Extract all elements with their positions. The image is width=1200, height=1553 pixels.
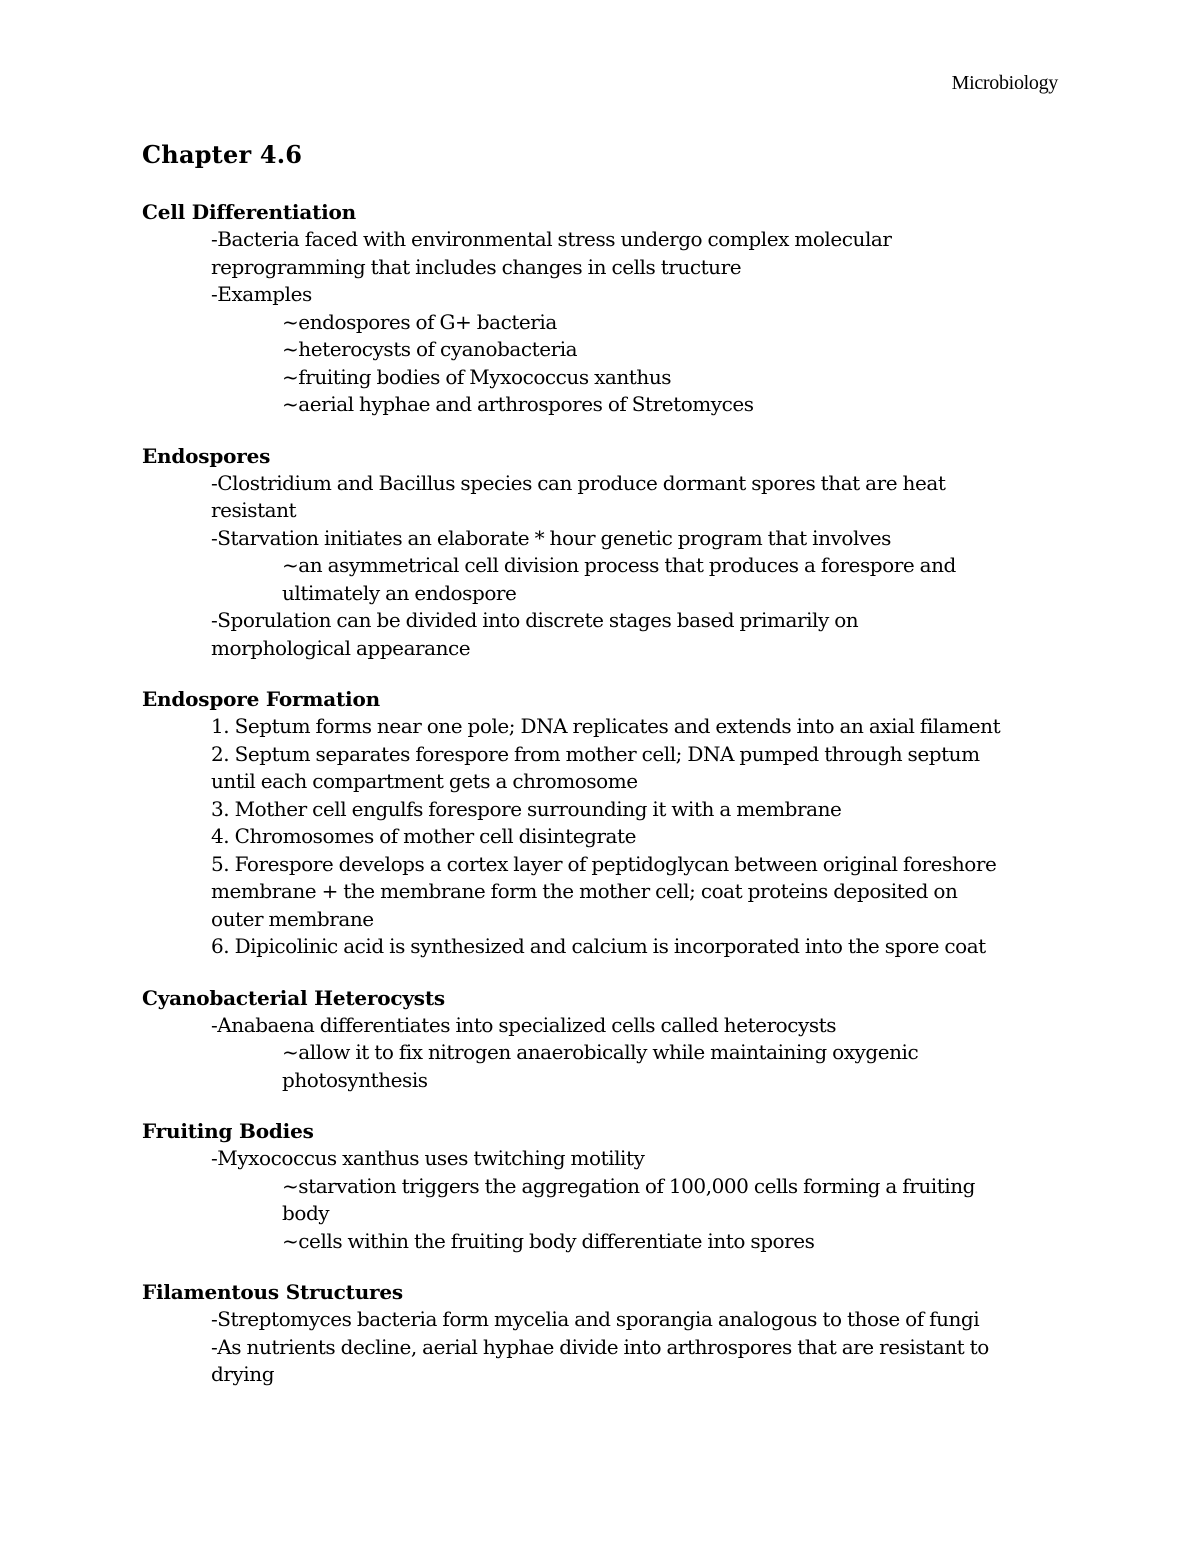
chapter-title: Chapter 4.6	[142, 140, 303, 169]
sub-bullet-line: ~starvation triggers the aggregation of 100,000 cells forming a fruiting	[282, 1173, 976, 1198]
bullet-line: 2. Septum separates forespore from mother cell; DNA pumped through septum	[211, 741, 980, 766]
sub-bullet-line: ultimately an endospore	[282, 580, 517, 605]
section-heading: Cyanobacterial Heterocysts	[142, 985, 445, 1010]
bullet-line: -Streptomyces bacteria form mycelia and sporangia analogous to those of fungi	[211, 1307, 980, 1331]
bullet-line: -Myxococcus xanthus uses twitching motility	[211, 1146, 645, 1170]
section-heading: Cell Differentiation	[142, 200, 356, 224]
section-heading: Endospore Formation	[142, 687, 380, 711]
bullet-line: 6. Dipicolinic acid is synthesized and calcium is incorporated into the spore coat	[211, 934, 986, 958]
sub-bullet-line: ~an asymmetrical cell division process that produces a forespore and	[282, 553, 956, 577]
sub-bullet-line: ~cells within the fruiting body differentiate into spores	[282, 1228, 815, 1253]
section	[142, 686, 1062, 961]
sub-bullet-line: ~heterocysts of cyanobacteria	[282, 337, 578, 361]
bullet-line: -As nutrients decline, aerial hyphae divide into arthrospores that are resistant to	[211, 1334, 989, 1359]
sub-bullet-line: photosynthesis	[282, 1067, 428, 1092]
sub-bullet-line: ~aerial hyphae and arthrospores of Stretomyces	[282, 392, 754, 416]
bullet-line: -Starvation initiates an elaborate * hour genetic program that involves	[211, 525, 891, 550]
bullet-line: outer membrane	[211, 906, 374, 931]
section-heading: Filamentous Structures	[142, 1280, 403, 1304]
sub-bullet-line: ~endospores of G+ bacteria	[282, 309, 557, 334]
section	[142, 1279, 1062, 1389]
sections-container	[142, 199, 1062, 1389]
section	[142, 199, 1062, 419]
section-heading: Endospores	[142, 443, 271, 468]
sub-bullet-line: ~allow it to fix nitrogen anaerobically while maintaining oxygenic	[282, 1040, 919, 1064]
section	[142, 443, 1062, 663]
bullet-line: membrane + the membrane form the mother cell; coat proteins deposited on	[211, 879, 958, 903]
bullet-line: morphological appearance	[211, 635, 471, 660]
bullet-line: -Anabaena differentiates into specialized cells called heterocysts	[211, 1012, 837, 1037]
bullet-line: until each compartment gets a chromosome	[211, 769, 638, 793]
bullet-line: 3. Mother cell engulfs forespore surrounding it with a membrane	[211, 796, 842, 821]
bullet-line: 4. Chromosomes of mother cell disintegrate	[211, 824, 636, 848]
section-heading: Fruiting Bodies	[142, 1119, 314, 1143]
sub-bullet-line: ~fruiting bodies of Myxococcus xanthus	[282, 364, 672, 389]
bullet-line: 1. Septum forms near one pole; DNA replicates and extends into an axial filament	[211, 714, 1001, 738]
section	[142, 985, 1062, 1095]
bullet-line: -Examples	[211, 282, 312, 306]
bullet-line: -Bacteria faced with environmental stress undergo complex molecular	[211, 227, 892, 251]
bullet-line: resistant	[211, 498, 297, 522]
document-header-subject: Microbiology	[951, 72, 1058, 94]
sub-bullet-line: body	[282, 1201, 330, 1225]
section	[142, 1118, 1062, 1255]
bullet-line: drying	[211, 1362, 275, 1386]
bullet-line: reprogramming that includes changes in cells tructure	[211, 254, 742, 279]
bullet-line: -Clostridium and Bacillus species can produce dormant spores that are heat	[211, 470, 946, 495]
document-body	[142, 140, 1062, 1413]
bullet-line: -Sporulation can be divided into discrete stages based primarily on	[211, 608, 859, 632]
bullet-line: 5. Forespore develops a cortex layer of peptidoglycan between original foreshore	[211, 851, 997, 876]
